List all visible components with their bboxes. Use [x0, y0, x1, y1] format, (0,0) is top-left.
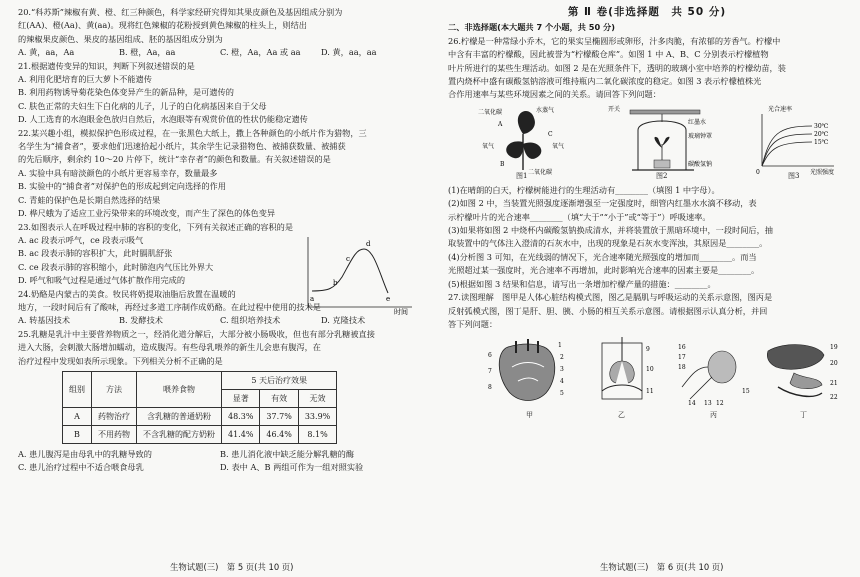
- q22-option-a: A. 实验中具有暗淡颜色的小纸片更容易幸存，数量最多: [18, 167, 218, 178]
- x-axis-label: 时间: [394, 307, 408, 315]
- svg-text:8: 8: [488, 384, 492, 392]
- figure-diaphragm: [588, 337, 658, 407]
- cell-food: 含乳糖的普通奶粉: [137, 407, 222, 425]
- th-effect: 5 天后治疗效果: [222, 371, 337, 389]
- q20-stem-1: 20.“科苏斯”辣椒有黄、橙、红三种颜色，科学家经研究得知其果皮颜色及基因组成分别为: [18, 7, 343, 17]
- q20-stem-3: 的辣椒果皮颜色、果皮的基因组成、胚的基因组成分别为: [18, 33, 223, 44]
- q21-stem: 21.根据遗传变异的知识，判断下列叙述错误的是: [18, 60, 195, 71]
- svg-text:氧气: 氧气: [552, 142, 565, 150]
- q23-option-a: A. ac 段表示呼气，ce 段表示吸气: [18, 234, 144, 245]
- th-ineffective: 无效: [298, 389, 336, 407]
- svg-text:9: 9: [646, 346, 650, 354]
- q27-line-2: 反射弧模式图，图丁是肝、胆、胰、小肠的相互关系示意图。请根据图示认真分析，并回: [448, 305, 768, 316]
- svg-text:C: C: [548, 130, 553, 138]
- svg-text:红墨水: 红墨水: [688, 118, 707, 126]
- table-row: [63, 407, 337, 425]
- q26-line-1: 26.柠檬是一种常绿小乔木，它的果实呈椭圆形或卵形，汁多肉脆，有浓郁的芳香气。柠檬中: [448, 35, 781, 46]
- q22-option-d: D. 桦尺蛾为了适应工业污染带来的环境改变，而产生了深色的体色变异: [18, 208, 276, 219]
- lung-volume-figure: [300, 235, 418, 315]
- th-food: 喂养食物: [137, 371, 222, 407]
- q22-stem-1: 22.某兴趣小组，模拟保护色形成过程，在一张黑色大纸上，撒上各种颜色的小纸片作为猎物，三: [18, 127, 367, 138]
- q25-options: [18, 448, 422, 475]
- svg-text:11: 11: [646, 388, 654, 396]
- q21-option-a: A. 利用化肥培育的巨大萝卜不能遗传: [18, 74, 152, 85]
- q26-sub-4b: 光照超过某一强度时，光合速率不再增加，此时影响光合速率的因素主要是________。: [448, 265, 760, 276]
- svg-text:6: 6: [488, 352, 492, 360]
- q20-stem-2: 红(AA)、橙(Aa)、黄(aa)。现将红色辣椒的花粉授到黄色辣椒的柱头上，则结出: [18, 20, 307, 31]
- svg-text:碳酸氢钠: 碳酸氢钠: [688, 160, 713, 168]
- svg-text:氧气: 氧气: [482, 142, 495, 150]
- q26-line-3: 叶片所进行的某些生理活动。如图 2 是在光照条件下，透明的玻璃小室中培养的柠檬幼苗，装: [448, 62, 786, 73]
- part-two-title: 第 Ⅱ 卷(非选择题 共 50 分): [567, 6, 727, 18]
- q26-sub-5: (5)根据如图 3 结果和信息，请写出一条增加柠檬产量的措施：________。: [448, 278, 716, 289]
- figure-liver-caption: 丁: [800, 411, 807, 420]
- figure-reflex-arc: [676, 337, 756, 407]
- point-c: c: [346, 254, 350, 263]
- svg-text:二氧化碳: 二氧化碳: [528, 168, 553, 176]
- q26-line-2: 中含有丰富的柠檬酸，因此被誉为“柠檬酸仓库”。如图 1 中 A、B、C 分别表示柠檬植物: [448, 49, 769, 60]
- q25-stem-3: 治疗过程中发现如表所示现象。下列相关分析不正确的是: [18, 355, 223, 366]
- q24-option-b: B. 发酵技术: [119, 315, 163, 326]
- left-page: [18, 6, 422, 475]
- svg-text:光照强度: 光照强度: [810, 168, 835, 176]
- figure-liver: [764, 337, 844, 407]
- q22-option-c: C. 青蛙的保护色是长期自然选择的结果: [18, 194, 161, 205]
- svg-text:22: 22: [830, 394, 838, 402]
- th-significant: 显著: [222, 389, 260, 407]
- th-group: 组别: [63, 371, 92, 407]
- q24-option-a: A. 转基因技术: [18, 315, 71, 326]
- q24-option-c: C. 组织培养技术: [220, 315, 281, 326]
- point-a: a: [310, 294, 315, 303]
- svg-text:30℃: 30℃: [814, 122, 829, 130]
- svg-text:19: 19: [830, 344, 838, 352]
- q20-option-c: C. 橙，Aa，Aa 或 aa: [220, 47, 301, 58]
- figure-2-bell-jar: [608, 104, 718, 176]
- q24-options: [18, 314, 422, 327]
- q21-option-b: B. 利用药物诱导菊花染色体变异产生的新品种，是可遗传的: [18, 87, 234, 98]
- q26-sub-3a: (3)如果将如图 2 中烧杯内碳酸氢钠换成清水，并将装置放于黑暗环境中，一段时间后，抽: [448, 225, 773, 236]
- svg-text:开关: 开关: [608, 105, 621, 113]
- q21-option-d: D. 人工选育的水泡眼金色放归自然后，水泡眼等有观赏价值的性状仍能稳定遗传: [18, 114, 308, 125]
- point-d: d: [366, 239, 371, 248]
- figure-1-leaf: [478, 104, 568, 176]
- svg-text:0: 0: [756, 168, 760, 176]
- q24-stem-2: 地方，一段时间后有了酸味，再经过多道工序制作成奶酪。在此过程中使用的技术是: [18, 301, 321, 312]
- svg-text:2: 2: [560, 354, 564, 362]
- q26-line-5: 合作用速率与某些环境因素之间的关系。请回答下列问题：: [448, 89, 661, 100]
- lactose-treatment-table: [62, 371, 337, 444]
- point-e: e: [386, 294, 391, 303]
- cell-effective: 46.4%: [260, 425, 298, 443]
- q25-option-a: A. 患儿腹泻是由母乳中的乳糖导致的: [18, 448, 152, 459]
- figure-3-light-curves: [748, 104, 838, 176]
- figure-heart: [488, 337, 568, 407]
- cell-effective: 37.7%: [260, 407, 298, 425]
- q25-option-b: B. 患儿消化液中缺乏能分解乳糖的酶: [220, 448, 355, 459]
- q26-line-4: 置内烧杯中盛有碳酸氢钠溶液可维持瓶内二氧化碳浓度的稳定。如图 3 表示柠檬植株光: [448, 76, 762, 87]
- svg-text:B: B: [500, 160, 505, 168]
- cell-significant: 48.3%: [222, 407, 260, 425]
- svg-text:12: 12: [716, 400, 724, 408]
- q27-figures: [448, 337, 846, 419]
- svg-text:17: 17: [678, 354, 686, 362]
- q21-option-c: C. 肤色正常的夫妇生下白化病的儿子，儿子的白化病基因来自于父母: [18, 100, 267, 111]
- q26-sub-4a: (4)分析图 3 可知，在光线弱的情况下，光合速率随光照强度的增加而________。而当: [448, 251, 757, 262]
- svg-text:15℃: 15℃: [814, 138, 829, 146]
- q25-option-c: C. 患儿治疗过程中不适合喂食母乳: [18, 462, 144, 473]
- svg-text:20: 20: [830, 360, 838, 368]
- figure-3-caption: 图3: [788, 171, 800, 180]
- figure-2-caption: 图2: [656, 171, 668, 180]
- cell-group: B: [63, 425, 92, 443]
- figure-diaphragm-caption: 乙: [618, 411, 625, 420]
- cell-food: 不含乳糖的配方奶粉: [137, 425, 222, 443]
- svg-text:5: 5: [560, 390, 564, 398]
- q26-sub-1: (1)在晴朗的白天，柠檬树能进行的生理活动有________（填图 1 中字母）。: [448, 184, 720, 195]
- q26-sub-3b: 取装置中的气体注入澄清的石灰水中，出现的现象是石灰水变浑浊，其原因是________。: [448, 238, 768, 249]
- figure-1-caption: 图1: [516, 171, 528, 180]
- q24-option-d: D. 克隆技术: [321, 315, 366, 326]
- cell-ineffective: 33.9%: [298, 407, 336, 425]
- svg-text:20℃: 20℃: [814, 130, 829, 138]
- right-page: [448, 6, 846, 419]
- svg-text:10: 10: [646, 366, 654, 374]
- svg-text:A: A: [498, 120, 503, 128]
- q27-line-1: 27.读图理解 图甲是人体心脏结构模式图，图乙是膈肌与呼吸运动的关系示意图，图丙是: [448, 292, 773, 303]
- cell-ineffective: 8.1%: [298, 425, 336, 443]
- th-method: 方法: [92, 371, 137, 407]
- q23-option-b: B. ac 段表示肺的容积扩大，此时膈肌舒张: [18, 248, 173, 259]
- q23-stem: 23.如图表示人在呼吸过程中肺的容积的变化，下列有关叙述正确的容积的是: [18, 221, 294, 232]
- cell-significant: 41.4%: [222, 425, 260, 443]
- svg-text:7: 7: [488, 368, 492, 376]
- q20-options: [18, 46, 422, 59]
- figure-heart-caption: 甲: [526, 411, 533, 420]
- q23-option-d: D. 呼气和吸气过程是通过气体扩散作用完成的: [18, 275, 186, 286]
- cell-method: 药物治疗: [92, 407, 137, 425]
- svg-text:4: 4: [560, 378, 564, 386]
- q22-stem-2: 名学生为“捕食者”，要求他们迅速拾起小纸片，其余学生记录猎物色、被捕获数量、被捕获: [18, 141, 346, 152]
- svg-text:13: 13: [704, 400, 712, 408]
- q25-stem-1: 25.乳糖是乳汁中主要营养物质之一，经消化道分解后，大部分被小肠吸收，但也有部分乳糖被直接: [18, 328, 375, 339]
- svg-text:16: 16: [678, 344, 686, 352]
- svg-text:光合速率: 光合速率: [768, 105, 793, 113]
- svg-text:3: 3: [560, 366, 564, 374]
- q27-line-3: 答下列问题：: [448, 318, 498, 329]
- svg-text:14: 14: [688, 400, 696, 408]
- point-b: b: [333, 278, 338, 287]
- figure-reflex-arc-caption: 丙: [710, 411, 717, 420]
- right-page-footer: 生物试题(三) 第 6 页(共 10 页): [600, 562, 724, 572]
- table-row: [63, 425, 337, 443]
- q20-option-a: A. 黄，aa，Aa: [18, 47, 75, 58]
- q25-stem-2: 进入大肠，会刺激大肠增加蠕动，造成腹泻。有些母乳喂养的新生儿会患有腹泻，在: [18, 342, 321, 353]
- left-page-footer: 生物试题(三) 第 5 页(共 10 页): [170, 562, 294, 572]
- svg-text:玻璃钟罩: 玻璃钟罩: [688, 132, 713, 140]
- cell-method: 不用药物: [92, 425, 137, 443]
- svg-text:水蒸气: 水蒸气: [536, 106, 555, 114]
- th-effective: 有效: [260, 389, 298, 407]
- q20-option-b: B. 橙，Aa，aa: [119, 47, 176, 58]
- svg-text:21: 21: [830, 380, 838, 388]
- svg-text:二氧化碳: 二氧化碳: [478, 108, 503, 116]
- volume-curve: [312, 249, 388, 293]
- q22-option-b: B. 实验中的“捕食者”对保护色的形成起到定向选择的作用: [18, 181, 226, 192]
- q25-option-d: D. 表中 A、B 两组可作为一组对照实验: [220, 462, 364, 473]
- q26-sub-2b: 示柠檬叶片的光合速率________（填“大于”“小于”或“等于”）呼吸速率。: [448, 211, 711, 222]
- q26-figures: [448, 104, 846, 182]
- q23-option-c: C. ce 段表示肺的容积缩小，此时肺泡内气压比外界大: [18, 261, 214, 272]
- q24-stem-1: 24.奶酪是内蒙古的美食。牧民将奶提取油脂后放置在温暖的: [18, 288, 236, 299]
- section-heading: 二、非选择题(本大题共 7 个小题，共 50 分): [448, 22, 615, 33]
- q20-option-d: D. 黄，aa，aa: [321, 47, 377, 58]
- svg-text:1: 1: [558, 342, 562, 350]
- svg-text:18: 18: [678, 364, 686, 372]
- q26-sub-2a: (2)如图 2 中，当装置光照强度逐渐增强至一定强度时，细管内红墨水水滴不移动，表: [448, 198, 757, 209]
- q22-stem-3: 的先后顺序，剩余约 10～20 片停下，统计“幸存者”的颜色和数量。有关叙述错误的是: [18, 154, 331, 165]
- svg-text:15: 15: [742, 388, 750, 396]
- cell-group: A: [63, 407, 92, 425]
